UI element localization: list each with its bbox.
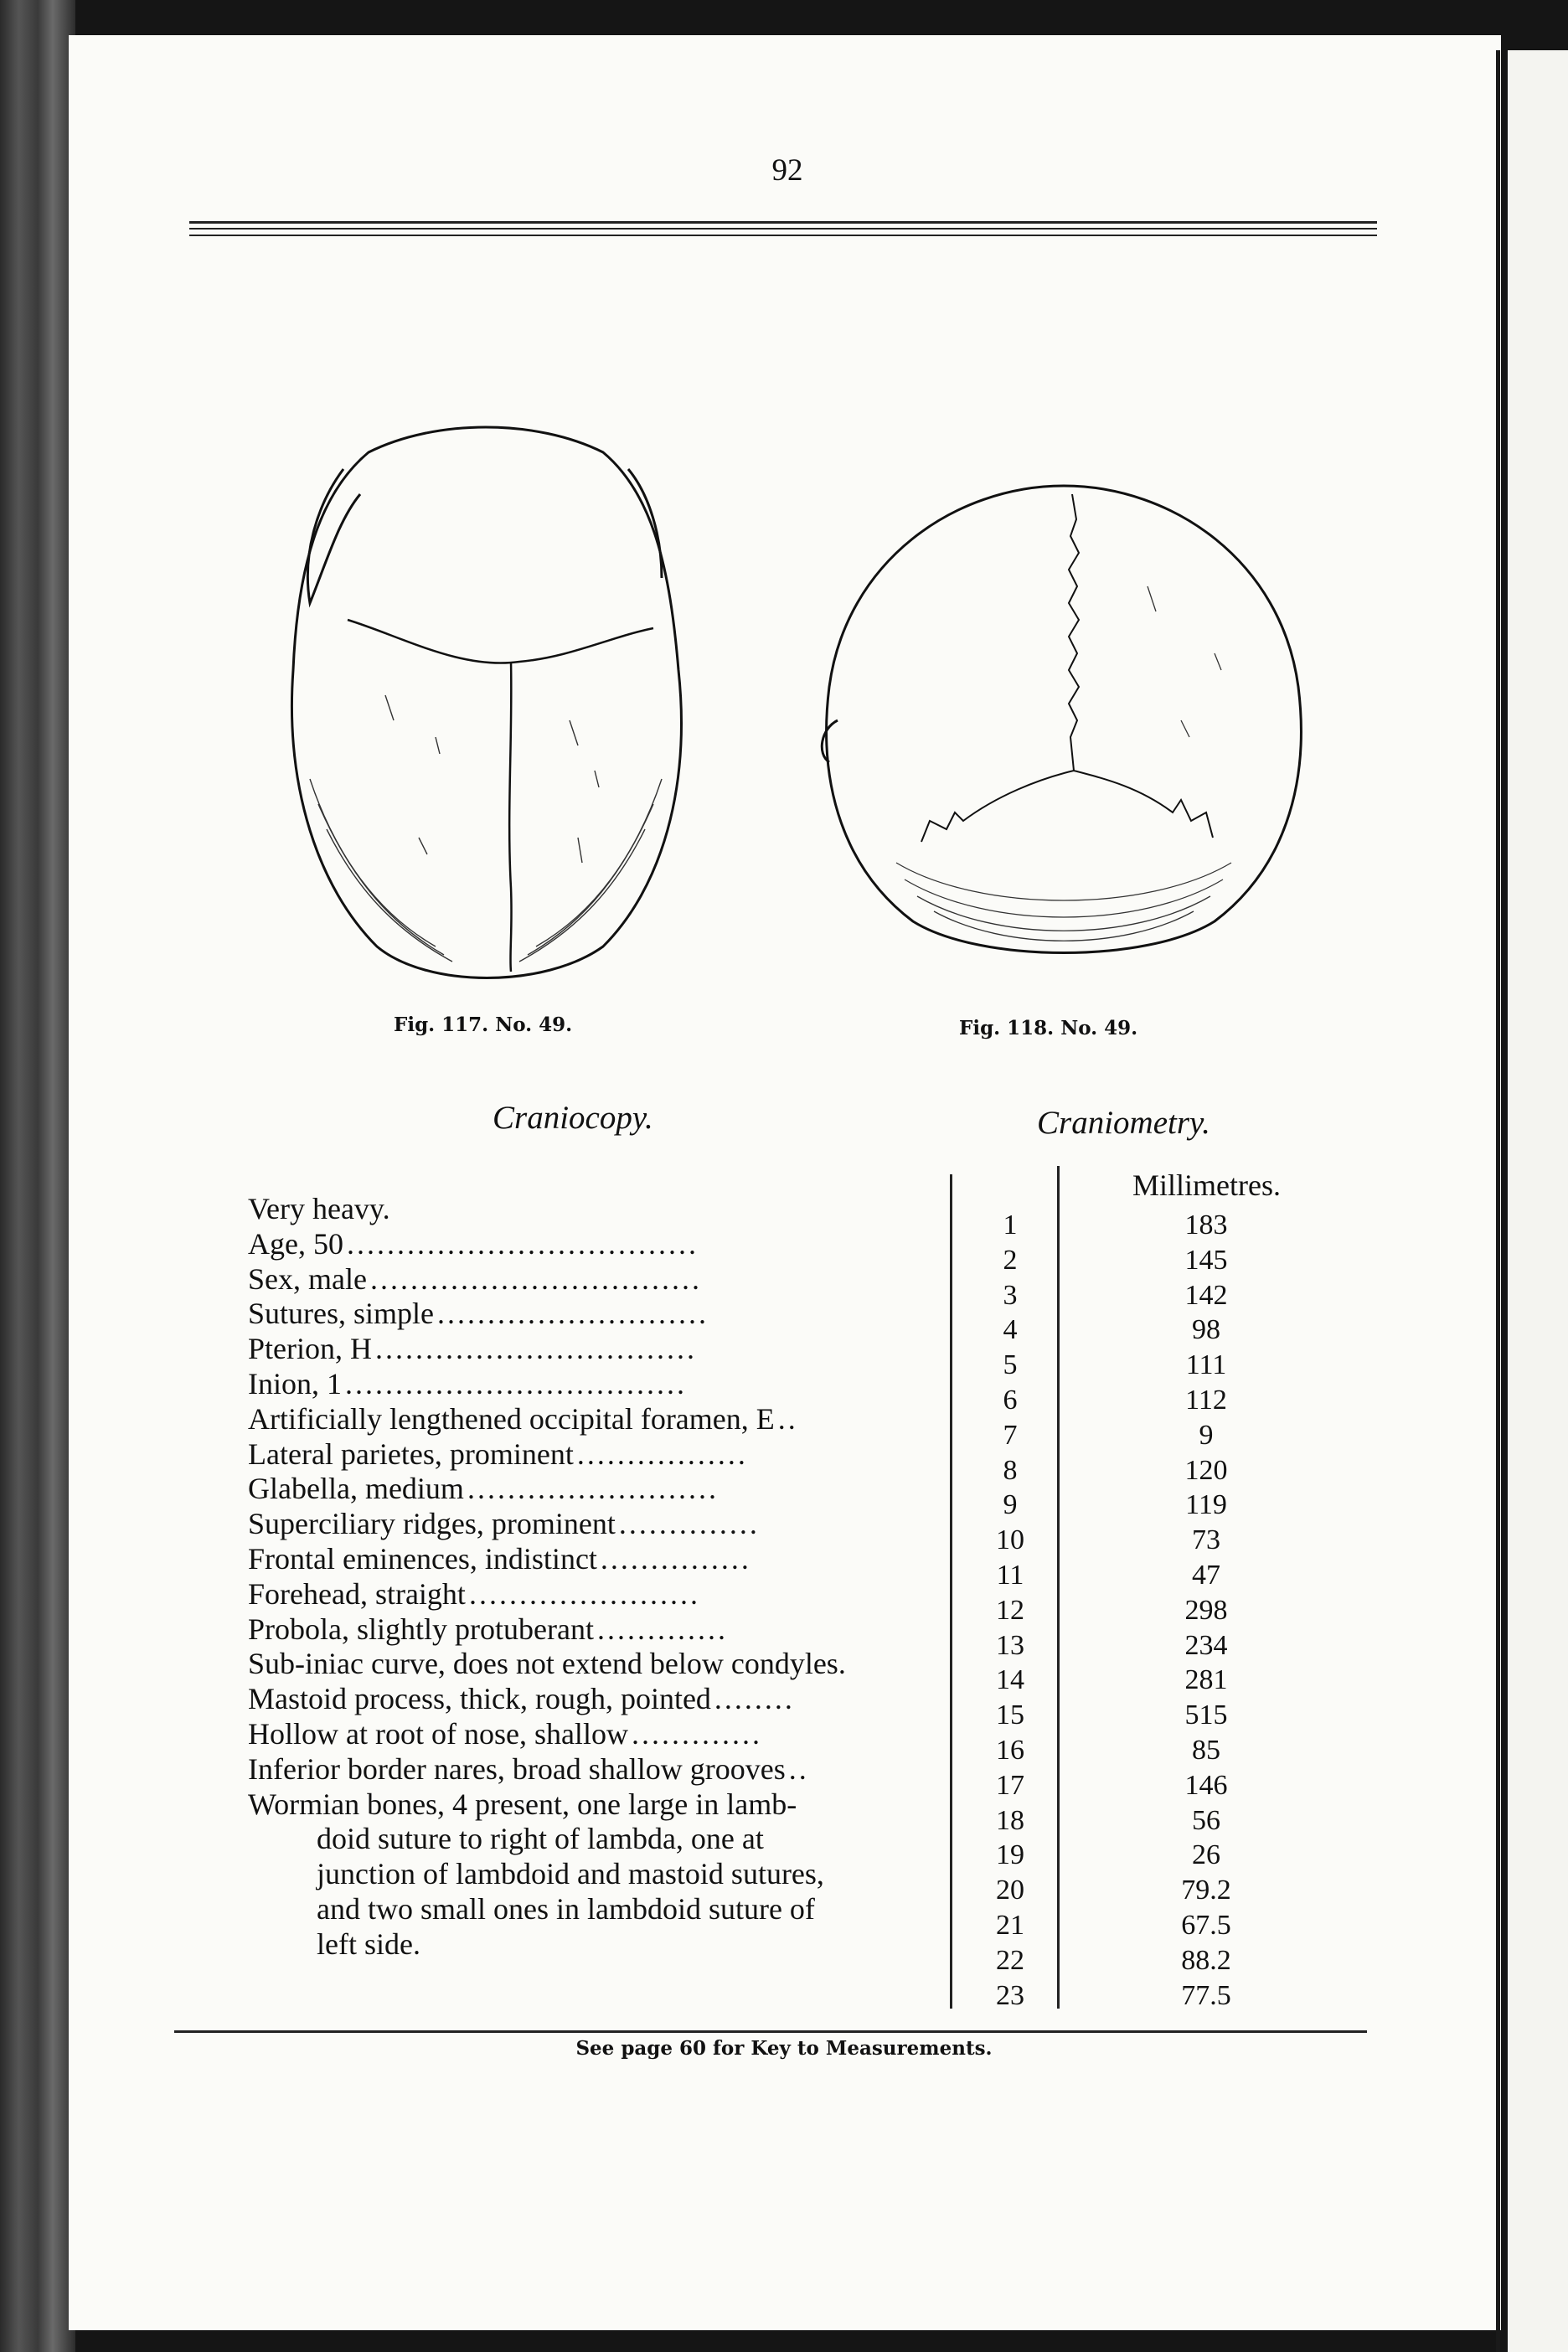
craniocopy-text: Sutures, simple — [248, 1297, 434, 1331]
table-divider-right — [1057, 1166, 1060, 2009]
measurement-value: 515 — [1184, 1700, 1228, 1731]
skull-top-view-illustration — [268, 419, 704, 988]
craniocopy-text: Artificially lengthened occipital foramen, E — [248, 1401, 775, 1436]
dot-leader: ................. — [576, 1436, 748, 1471]
measurement-number: 9 — [1003, 1489, 1018, 1521]
measurement-value: 56 — [1192, 1804, 1220, 1836]
units-heading: Millimetres. — [1132, 1168, 1281, 1202]
dot-leader: ........................... — [437, 1297, 709, 1331]
book-spine-edge — [0, 0, 75, 2352]
dot-leader: ............. — [596, 1612, 728, 1646]
measurement-number: 21 — [996, 1910, 1024, 1941]
dot-leader: ............. — [631, 1717, 762, 1751]
footer-rule — [174, 2030, 1367, 2033]
dot-leader: ................................... — [346, 1226, 699, 1261]
craniocopy-text: Forehead, straight — [248, 1576, 466, 1611]
measurement-number: 12 — [996, 1594, 1024, 1626]
page-number: 92 — [771, 153, 803, 188]
measurement-value: 88.2 — [1181, 1944, 1231, 1976]
dot-leader: ........ — [714, 1682, 795, 1716]
page-gutter-line — [1496, 50, 1500, 2352]
dot-leader: ................................ — [375, 1332, 697, 1366]
craniocopy-text: Glabella, medium — [248, 1472, 464, 1506]
measurement-value: 112 — [1185, 1385, 1227, 1416]
figure-118-caption: Fig. 118. No. 49. — [959, 1017, 1138, 1039]
dot-leader: .. — [777, 1401, 798, 1436]
measurement-number: 20 — [996, 1875, 1024, 1906]
craniocopy-text: Sub-iniac curve, does not extend below condyles. — [248, 1647, 846, 1681]
measurement-number: 3 — [1003, 1279, 1018, 1311]
measurement-value: 120 — [1184, 1454, 1228, 1486]
measurement-value: 9 — [1199, 1419, 1214, 1451]
measurement-value: 145 — [1184, 1244, 1228, 1276]
measurement-value: 98 — [1192, 1314, 1220, 1346]
measurement-value: 111 — [1185, 1349, 1227, 1381]
craniocopy-heading: Craniocopy. — [493, 1100, 653, 1136]
measurement-number: 1 — [1003, 1210, 1018, 1240]
measurement-number: 4 — [1003, 1314, 1018, 1346]
craniocopy-text: Mastoid process, thick, rough, pointed — [248, 1682, 711, 1716]
book-page — [69, 35, 1501, 2330]
craniocopy-continuation-line: doid suture to right of lambda, one at — [317, 1822, 764, 1856]
measurement-value: 85 — [1192, 1735, 1220, 1766]
craniocopy-text: Lateral parietes, prominent — [248, 1436, 574, 1471]
craniocopy-text: Frontal eminences, indistinct — [248, 1542, 597, 1576]
measurement-value: 146 — [1184, 1769, 1228, 1801]
measurement-value: 183 — [1184, 1210, 1228, 1240]
dot-leader: ................................. — [369, 1261, 702, 1296]
figure-117-caption: Fig. 117. No. 49. — [394, 1014, 573, 1036]
craniocopy-text: Superciliary ridges, prominent — [248, 1507, 616, 1541]
dot-leader: ....................... — [468, 1576, 700, 1611]
measurement-number: 13 — [996, 1629, 1024, 1661]
facing-page-edge — [1508, 50, 1568, 2352]
measurement-number: 14 — [996, 1664, 1024, 1696]
craniocopy-text: Pterion, H — [248, 1332, 372, 1366]
measurement-value: 47 — [1192, 1560, 1220, 1591]
footer-note: See page 60 for Key to Measurements. — [575, 2037, 993, 2060]
dot-leader: .............. — [618, 1507, 760, 1541]
dot-leader: .................................. — [345, 1367, 687, 1400]
measurement-value: 119 — [1185, 1489, 1227, 1521]
measurement-number: 10 — [996, 1524, 1024, 1556]
craniocopy-text: Very heavy. — [248, 1192, 390, 1225]
craniocopy-text: Inferior border nares, broad shallow grooves — [248, 1751, 786, 1786]
measurement-number: 7 — [1003, 1419, 1018, 1451]
measurement-number: 8 — [1003, 1454, 1018, 1486]
table-divider-left — [950, 1174, 952, 2009]
measurement-value: 67.5 — [1181, 1910, 1231, 1941]
measurement-number: 2 — [1003, 1244, 1018, 1276]
craniocopy-continuation-line: left side. — [317, 1926, 420, 1961]
craniocopy-text: Age, 50 — [248, 1226, 343, 1261]
measurement-value: 73 — [1192, 1524, 1220, 1556]
dot-leader: ......................... — [467, 1472, 719, 1506]
measurement-value: 142 — [1184, 1279, 1228, 1311]
craniocopy-text: Sex, male — [248, 1261, 367, 1296]
craniocopy-text: Inion, 1 — [248, 1367, 342, 1400]
craniocopy-continuation-line: junction of lambdoid and mastoid sutures, — [317, 1857, 824, 1891]
header-rule-top — [189, 221, 1377, 224]
dot-leader: .. — [788, 1751, 809, 1786]
header-rule-middle — [189, 228, 1377, 230]
measurement-value: 234 — [1184, 1629, 1228, 1661]
craniocopy-continuation-line: and two small ones in lambdoid suture of — [317, 1892, 815, 1926]
measurement-number: 18 — [996, 1804, 1024, 1836]
measurement-value: 298 — [1184, 1594, 1228, 1626]
measurement-number: 23 — [996, 1979, 1024, 2011]
measurement-value: 281 — [1184, 1664, 1228, 1696]
skull-rear-view-illustration — [812, 469, 1315, 972]
measurement-value: 26 — [1192, 1839, 1220, 1871]
measurement-number: 11 — [996, 1560, 1024, 1591]
dot-leader: ............... — [600, 1542, 751, 1576]
measurement-number: 22 — [996, 1944, 1024, 1976]
measurement-number: 5 — [1003, 1349, 1018, 1381]
measurement-number: 6 — [1003, 1385, 1018, 1416]
craniocopy-text: Hollow at root of nose, shallow — [248, 1717, 628, 1751]
measurement-number: 19 — [996, 1839, 1024, 1871]
measurement-number: 16 — [996, 1735, 1024, 1766]
craniocopy-text: Wormian bones, 4 present, one large in lamb- — [248, 1787, 797, 1821]
measurement-value: 79.2 — [1181, 1875, 1231, 1906]
craniocopy-text: Probola, slightly protuberant — [248, 1612, 594, 1646]
measurement-number: 15 — [996, 1700, 1024, 1731]
craniometry-heading: Craniometry. — [1037, 1105, 1210, 1141]
header-rule-bottom — [189, 235, 1377, 236]
measurement-number: 17 — [996, 1769, 1024, 1801]
measurement-value: 77.5 — [1181, 1979, 1231, 2011]
